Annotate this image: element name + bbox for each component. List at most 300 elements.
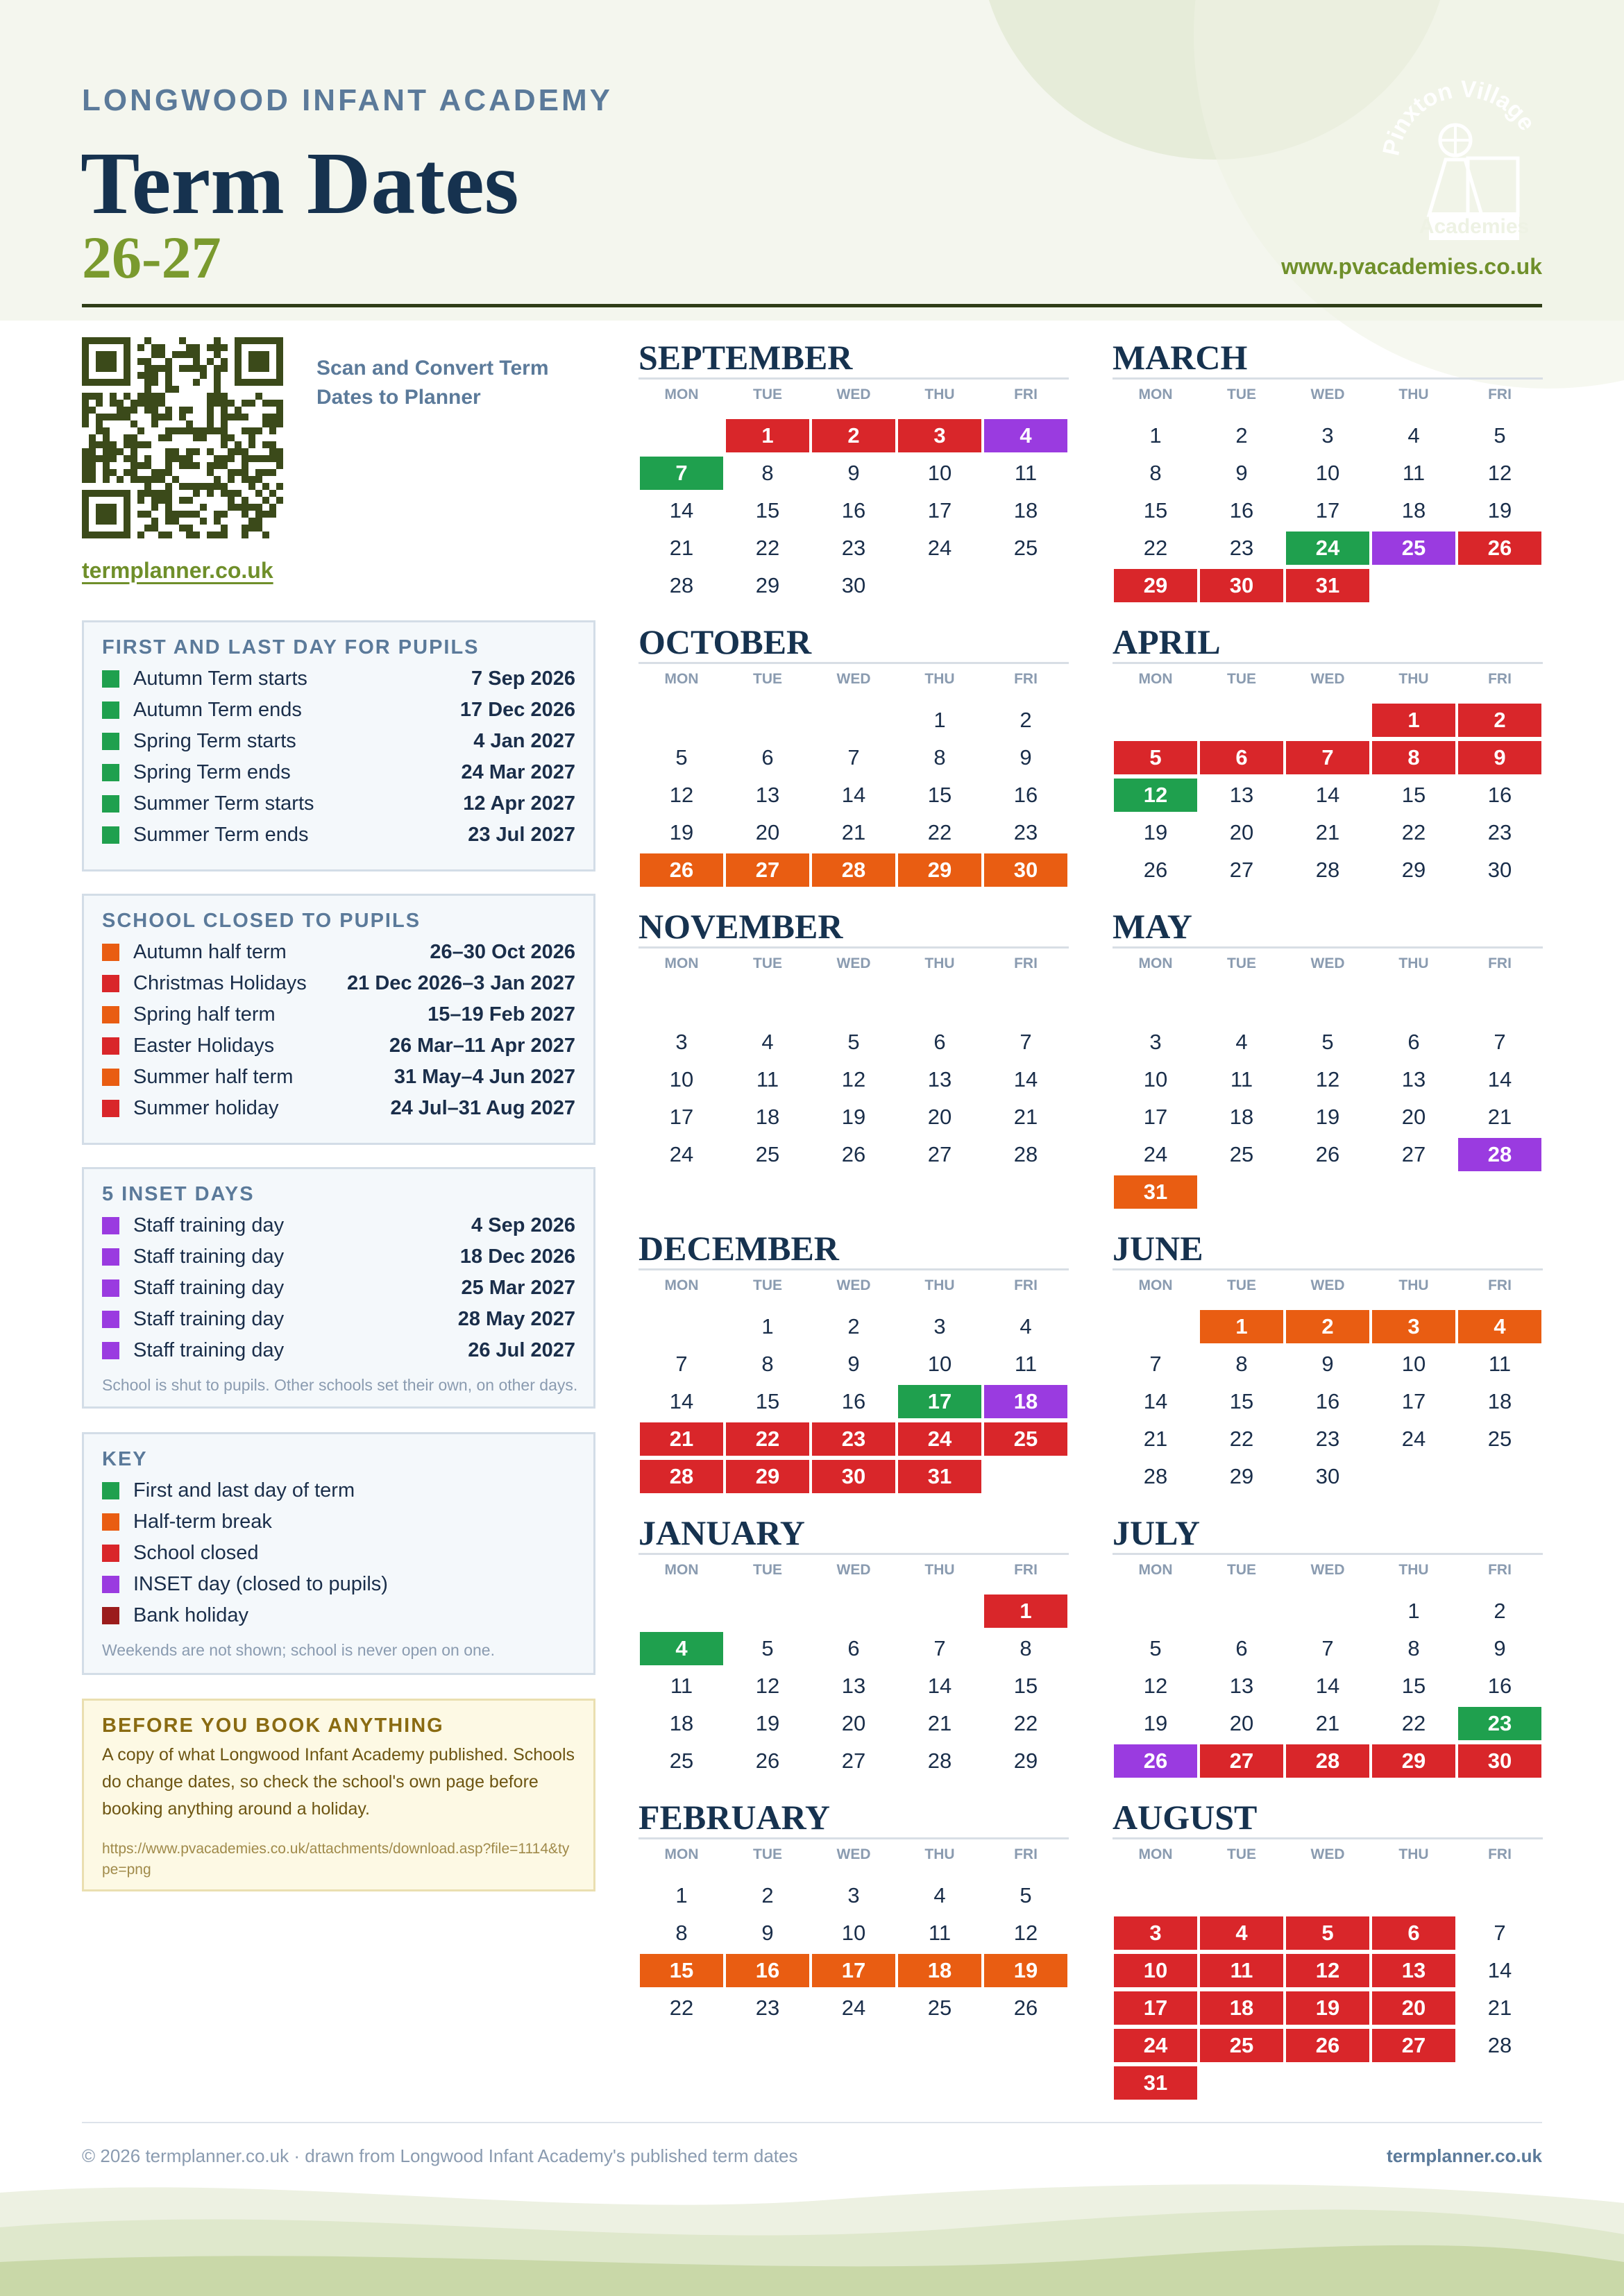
day-cell: 7 (1020, 1030, 1032, 1054)
color-swatch (102, 1006, 119, 1023)
day-cell: 5 (847, 1030, 860, 1054)
day-cell: 29 (898, 853, 981, 887)
day-cell: 14 (1143, 1389, 1168, 1413)
month-name: JANUARY (638, 1513, 805, 1552)
weekday-header: WED (1310, 1562, 1345, 1578)
day-cell: 13 (1229, 1674, 1254, 1698)
day-cell: 4 (1407, 423, 1420, 448)
day-cell: 4 (1020, 1314, 1032, 1338)
day-cell: 24 (898, 1422, 981, 1456)
day-cell: 28 (812, 853, 895, 887)
day-cell: 22 (1143, 536, 1168, 560)
weekday-header: MON (664, 1277, 699, 1293)
day-cell: 19 (755, 1711, 780, 1735)
day-cell: 1 (1149, 423, 1162, 448)
empty-cell (1113, 1592, 1199, 1630)
day-cell: 9 (847, 461, 860, 485)
empty-cell (1199, 701, 1285, 739)
day-cell: 9 (1321, 1352, 1334, 1376)
day-cell: 11 (1014, 1352, 1038, 1376)
list-item (102, 1273, 575, 1304)
termplanner-link[interactable]: termplanner.co.uk (82, 558, 273, 583)
day-cell: 25 (669, 1749, 694, 1773)
day-cell: 14 (669, 1389, 694, 1413)
item-date: 26 Mar–11 Apr 2027 (389, 1035, 575, 1057)
day-cell: 10 (669, 1067, 694, 1091)
item-label: Autumn Term starts (133, 667, 307, 690)
day-cell: 20 (1372, 1991, 1455, 2025)
day-cell: 8 (761, 461, 774, 485)
empty-cell (1199, 986, 1285, 1023)
color-swatch (102, 1576, 119, 1593)
day-cell: 10 (1315, 461, 1340, 485)
item-label: Spring Term starts (133, 730, 296, 752)
day-cell: 10 (1114, 1954, 1197, 1987)
day-cell: 12 (1114, 779, 1197, 812)
color-swatch (102, 975, 119, 992)
day-cell: 12 (669, 783, 694, 807)
source-url[interactable]: https://www.pvacademies.co.uk/attachments/download.asp?file=1114&type=png (102, 1841, 570, 1878)
key-note: Weekends are not shown; school is never open on one. (102, 1641, 495, 1659)
month-name: MAY (1113, 907, 1192, 946)
empty-cell (638, 1592, 725, 1630)
weekday-header: MON (1138, 386, 1173, 402)
day-cell: 23 (755, 1996, 780, 2020)
empty-cell (811, 986, 897, 1023)
color-swatch (102, 1279, 119, 1297)
item-label: Summer holiday (133, 1097, 279, 1119)
day-cell: 22 (1401, 820, 1426, 844)
item-label: Bank holiday (133, 1604, 249, 1626)
day-cell: 8 (1235, 1352, 1248, 1376)
day-cell: 4 (1235, 1030, 1248, 1054)
day-cell: 6 (1235, 1636, 1248, 1660)
day-cell: 11 (1200, 1954, 1283, 1987)
month-name: OCTOBER (638, 622, 812, 661)
day-cell: 18 (1200, 1991, 1283, 2025)
weekday-header: FRI (1014, 1846, 1038, 1862)
month-march (1113, 340, 1543, 604)
day-cell: 12 (841, 1067, 866, 1091)
day-cell: 26 (1143, 858, 1168, 882)
item-label: Staff training day (133, 1277, 285, 1299)
day-cell: 18 (1229, 1105, 1254, 1129)
day-cell: 2 (1286, 1310, 1369, 1343)
day-cell: 24 (1401, 1427, 1426, 1451)
item-date: 17 Dec 2026 (459, 699, 575, 721)
footer-copyright: © 2026 termplanner.co.uk · drawn from Longwood Infant Academy's published term dates (82, 2145, 798, 2166)
day-cell: 15 (1401, 783, 1426, 807)
weekday-header: WED (836, 1562, 871, 1578)
weekday-header: THU (924, 671, 955, 687)
item-label: Staff training day (133, 1308, 285, 1330)
day-cell: 16 (841, 1389, 866, 1413)
day-cell: 7 (1149, 1352, 1162, 1376)
month-grid (638, 1270, 1069, 1495)
day-cell: 16 (726, 1954, 809, 1987)
day-cell: 13 (1372, 1954, 1455, 1987)
day-cell: 22 (1401, 1711, 1426, 1735)
color-swatch (102, 1217, 119, 1234)
day-cell: 14 (1013, 1067, 1038, 1091)
day-cell: 31 (1114, 1175, 1197, 1209)
day-cell: 19 (984, 1954, 1067, 1987)
item-label: Spring half term (133, 1003, 276, 1026)
day-cell: 31 (1114, 2066, 1197, 2100)
school-closed-box (82, 894, 595, 1145)
day-cell: 22 (927, 820, 952, 844)
empty-cell (897, 986, 983, 1023)
item-date: 7 Sep 2026 (471, 667, 575, 690)
day-cell: 19 (1143, 820, 1168, 844)
key-list (102, 1475, 575, 1631)
day-cell: 21 (1315, 820, 1340, 844)
month-name: JUNE (1113, 1229, 1203, 1268)
weekday-header: THU (924, 1562, 955, 1578)
day-cell: 21 (1143, 1427, 1168, 1451)
day-cell: 3 (1372, 1310, 1455, 1343)
day-cell: 25 (927, 1996, 952, 2020)
day-cell: 16 (1013, 783, 1038, 807)
section-title: BEFORE YOU BOOK ANYTHING (102, 1715, 444, 1737)
day-cell: 17 (898, 1385, 981, 1418)
weekday-header: TUE (753, 1562, 782, 1578)
item-label: First and last day of term (133, 1479, 355, 1502)
day-cell: 27 (1401, 1142, 1426, 1166)
weekday-header: TUE (753, 671, 782, 687)
day-cell: 15 (927, 783, 952, 807)
month-grid (638, 1839, 1069, 2027)
item-label: Autumn Term ends (133, 699, 302, 721)
day-cell: 14 (1487, 1067, 1512, 1091)
weekday-header: THU (1398, 955, 1429, 971)
item-date: 18 Dec 2026 (459, 1245, 575, 1268)
weekday-header: THU (924, 955, 955, 971)
item-date: 23 Jul 2027 (468, 824, 575, 846)
day-cell: 28 (640, 1460, 723, 1493)
month-may (1113, 909, 1543, 1211)
month-december (638, 1231, 1069, 1495)
empty-cell (1457, 1877, 1543, 1914)
color-swatch (102, 670, 119, 688)
day-cell: 8 (761, 1352, 774, 1376)
list-item (102, 757, 575, 788)
day-cell: 6 (1200, 741, 1283, 774)
weekday-header: FRI (1488, 955, 1512, 971)
day-cell: 8 (1407, 1636, 1420, 1660)
day-cell: 12 (755, 1674, 780, 1698)
weekday-header: MON (664, 671, 699, 687)
page-title: Term Dates (81, 134, 519, 232)
list-item (102, 726, 575, 757)
day-cell: 24 (1286, 532, 1369, 565)
list-item (102, 1335, 575, 1366)
list-item (102, 819, 575, 851)
day-cell: 16 (1315, 1389, 1340, 1413)
website-link[interactable]: www.pvacademies.co.uk (1281, 254, 1542, 279)
day-cell: 3 (1149, 1030, 1162, 1054)
item-date: 24 Jul–31 Aug 2027 (390, 1097, 575, 1119)
day-cell: 20 (1401, 1105, 1426, 1129)
item-date: 12 Apr 2027 (463, 792, 575, 815)
day-cell: 29 (1229, 1464, 1254, 1488)
day-cell: 28 (669, 573, 694, 597)
day-cell: 29 (726, 1460, 809, 1493)
month-june (1113, 1231, 1543, 1495)
day-cell: 4 (1200, 1916, 1283, 1950)
day-cell: 30 (1315, 1464, 1340, 1488)
month-february (638, 1800, 1069, 2027)
weekday-header: WED (836, 386, 871, 402)
day-cell: 19 (841, 1105, 866, 1129)
day-cell: 6 (761, 745, 774, 769)
footer-link[interactable]: termplanner.co.uk (1387, 2145, 1542, 2166)
day-cell: 26 (1013, 1996, 1038, 2020)
empty-cell (811, 701, 897, 739)
empty-cell (1285, 1877, 1371, 1914)
day-cell: 6 (1372, 1916, 1455, 1950)
day-cell: 4 (1458, 1310, 1541, 1343)
day-cell: 2 (812, 419, 895, 452)
day-cell: 25 (1200, 2029, 1283, 2062)
day-cell: 26 (841, 1142, 866, 1166)
day-cell: 7 (847, 745, 860, 769)
inset-note: School is shut to pupils. Other schools set their own, on other days. (102, 1376, 578, 1394)
day-cell: 28 (927, 1749, 952, 1773)
list-item (102, 1062, 575, 1093)
day-cell: 23 (1487, 820, 1512, 844)
day-cell: 27 (1200, 1744, 1283, 1778)
empty-cell (1457, 986, 1543, 1023)
empty-cell (1371, 986, 1457, 1023)
day-cell: 7 (1321, 1636, 1334, 1660)
qr-code[interactable] (82, 337, 283, 538)
section-title: FIRST AND LAST DAY FOR PUPILS (102, 636, 480, 658)
day-cell: 12 (1013, 1921, 1038, 1945)
day-cell: 15 (755, 1389, 780, 1413)
month-grid (638, 1555, 1069, 1780)
day-cell: 3 (1321, 423, 1334, 448)
day-cell: 23 (1013, 820, 1038, 844)
empty-cell (1371, 1877, 1457, 1914)
day-cell: 7 (1494, 1030, 1506, 1054)
day-cell: 17 (927, 498, 952, 522)
day-cell: 8 (1020, 1636, 1032, 1660)
day-cell: 22 (1013, 1711, 1038, 1735)
day-cell: 3 (1114, 1916, 1197, 1950)
day-cell: 7 (640, 457, 723, 490)
weekday-header: THU (1398, 671, 1429, 687)
month-grid (638, 380, 1069, 604)
day-cell: 4 (761, 1030, 774, 1054)
day-cell: 9 (761, 1921, 774, 1945)
day-cell: 7 (675, 1352, 688, 1376)
school-name: LONGWOOD INFANT ACADEMY (82, 83, 613, 117)
day-cell: 26 (1315, 1142, 1340, 1166)
weekday-header: FRI (1488, 1846, 1512, 1862)
day-cell: 9 (1494, 1636, 1506, 1660)
day-cell: 28 (1143, 1464, 1168, 1488)
empty-cell (811, 1592, 897, 1630)
day-cell: 3 (898, 419, 981, 452)
month-january (638, 1515, 1069, 1780)
empty-cell (1113, 701, 1199, 739)
day-cell: 5 (761, 1636, 774, 1660)
day-cell: 20 (841, 1711, 866, 1735)
empty-cell (1285, 701, 1371, 739)
day-cell: 13 (1229, 783, 1254, 807)
day-cell: 5 (1494, 423, 1506, 448)
day-cell: 21 (841, 820, 866, 844)
day-cell: 1 (1200, 1310, 1283, 1343)
day-cell: 23 (812, 1422, 895, 1456)
weekday-header: WED (1310, 671, 1345, 687)
item-date: 21 Dec 2026–3 Jan 2027 (347, 972, 575, 994)
empty-cell (1285, 1592, 1371, 1630)
color-swatch (102, 1513, 119, 1531)
day-cell: 22 (755, 536, 780, 560)
day-cell: 23 (1458, 1707, 1541, 1740)
day-cell: 16 (1487, 783, 1512, 807)
weekday-header: MON (664, 386, 699, 402)
day-cell: 24 (1114, 2029, 1197, 2062)
day-cell: 30 (841, 573, 866, 597)
item-date: 4 Sep 2026 (471, 1214, 575, 1236)
key-box (82, 1432, 595, 1675)
color-swatch (102, 795, 119, 813)
item-date: 26 Jul 2027 (468, 1339, 575, 1361)
day-cell: 1 (984, 1595, 1067, 1628)
day-cell: 30 (984, 853, 1067, 887)
weekday-header: WED (836, 955, 871, 971)
day-cell: 16 (1487, 1674, 1512, 1698)
day-cell: 29 (1372, 1744, 1455, 1778)
section-title: 5 INSET DAYS (102, 1183, 255, 1205)
day-cell: 9 (1235, 461, 1248, 485)
day-cell: 29 (1114, 569, 1197, 602)
color-swatch (102, 701, 119, 719)
weekday-header: MON (1138, 1846, 1173, 1862)
day-cell: 29 (755, 573, 780, 597)
day-cell: 1 (933, 708, 946, 732)
weekday-header: WED (1310, 1277, 1345, 1293)
weekday-header: MON (664, 1846, 699, 1862)
list-item (102, 1538, 575, 1569)
day-cell: 19 (1286, 1991, 1369, 2025)
item-label: INSET day (closed to pupils) (133, 1573, 388, 1595)
item-label: Autumn half term (133, 941, 287, 963)
day-cell: 22 (726, 1422, 809, 1456)
day-cell: 23 (1315, 1427, 1340, 1451)
item-date: 26–30 Oct 2026 (430, 941, 575, 963)
day-cell: 15 (1143, 498, 1168, 522)
day-cell: 14 (1315, 1674, 1340, 1698)
day-cell: 8 (933, 745, 946, 769)
day-cell: 2 (761, 1883, 774, 1907)
month-october (638, 624, 1069, 889)
day-cell: 20 (1229, 820, 1254, 844)
weekday-header: FRI (1488, 1562, 1512, 1578)
day-cell: 16 (1229, 498, 1254, 522)
header-divider (82, 304, 1542, 307)
empty-cell (638, 1308, 725, 1345)
weekday-header: MON (1138, 955, 1173, 971)
month-november (638, 909, 1069, 1173)
month-july (1113, 1515, 1543, 1780)
empty-cell (1113, 1308, 1199, 1345)
weekday-header: THU (924, 386, 955, 402)
month-name: MARCH (1113, 338, 1248, 377)
day-cell: 13 (841, 1674, 866, 1698)
day-cell: 6 (1407, 1030, 1420, 1054)
day-cell: 30 (1458, 1744, 1541, 1778)
list-item (102, 788, 575, 819)
weekday-header: WED (836, 1846, 871, 1862)
weekday-header: FRI (1488, 386, 1512, 402)
day-cell: 26 (1114, 1744, 1197, 1778)
day-cell: 11 (928, 1921, 951, 1945)
item-label: Summer half term (133, 1066, 294, 1088)
day-cell: 31 (898, 1460, 981, 1493)
month-grid (1113, 1839, 1543, 2102)
day-cell: 12 (1286, 1954, 1369, 1987)
weekday-header: TUE (753, 386, 782, 402)
scan-instructions: Scan and Convert Term Dates to Planner (316, 357, 549, 409)
day-cell: 13 (1401, 1067, 1426, 1091)
empty-cell (897, 1592, 983, 1630)
weekday-header: FRI (1014, 955, 1038, 971)
day-cell: 30 (812, 1460, 895, 1493)
weekday-header: THU (1398, 386, 1429, 402)
list-item (102, 1210, 575, 1241)
month-name: AUGUST (1113, 1798, 1258, 1837)
weekday-header: TUE (1227, 671, 1256, 687)
day-cell: 12 (1315, 1067, 1340, 1091)
weekday-header: MON (664, 955, 699, 971)
day-cell: 12 (1143, 1674, 1168, 1698)
day-cell: 17 (812, 1954, 895, 1987)
item-label: Half-term break (133, 1511, 272, 1533)
inset-list (102, 1210, 575, 1366)
day-cell: 29 (1013, 1749, 1038, 1773)
weekday-header: MON (664, 1562, 699, 1578)
list-item (102, 1093, 575, 1124)
day-cell: 5 (1286, 1916, 1369, 1950)
empty-cell (1199, 1877, 1285, 1914)
month-name: SEPTEMBER (638, 338, 853, 377)
list-item (102, 663, 575, 695)
day-cell: 27 (927, 1142, 952, 1166)
day-cell: 27 (726, 853, 809, 887)
day-cell: 4 (984, 419, 1067, 452)
day-cell: 19 (1315, 1105, 1340, 1129)
day-cell: 8 (1149, 461, 1162, 485)
month-august (1113, 1800, 1543, 2102)
day-cell: 28 (1315, 858, 1340, 882)
day-cell: 8 (1372, 741, 1455, 774)
weekday-header: THU (924, 1277, 955, 1293)
day-cell: 2 (1020, 708, 1032, 732)
day-cell: 21 (1315, 1711, 1340, 1735)
day-cell: 28 (1458, 1138, 1541, 1171)
empty-cell (1113, 986, 1199, 1023)
day-cell: 24 (841, 1996, 866, 2020)
day-cell: 1 (1407, 1599, 1420, 1623)
day-cell: 7 (1286, 741, 1369, 774)
day-cell: 20 (755, 820, 780, 844)
day-cell: 8 (675, 1921, 688, 1945)
day-cell: 31 (1286, 569, 1369, 602)
